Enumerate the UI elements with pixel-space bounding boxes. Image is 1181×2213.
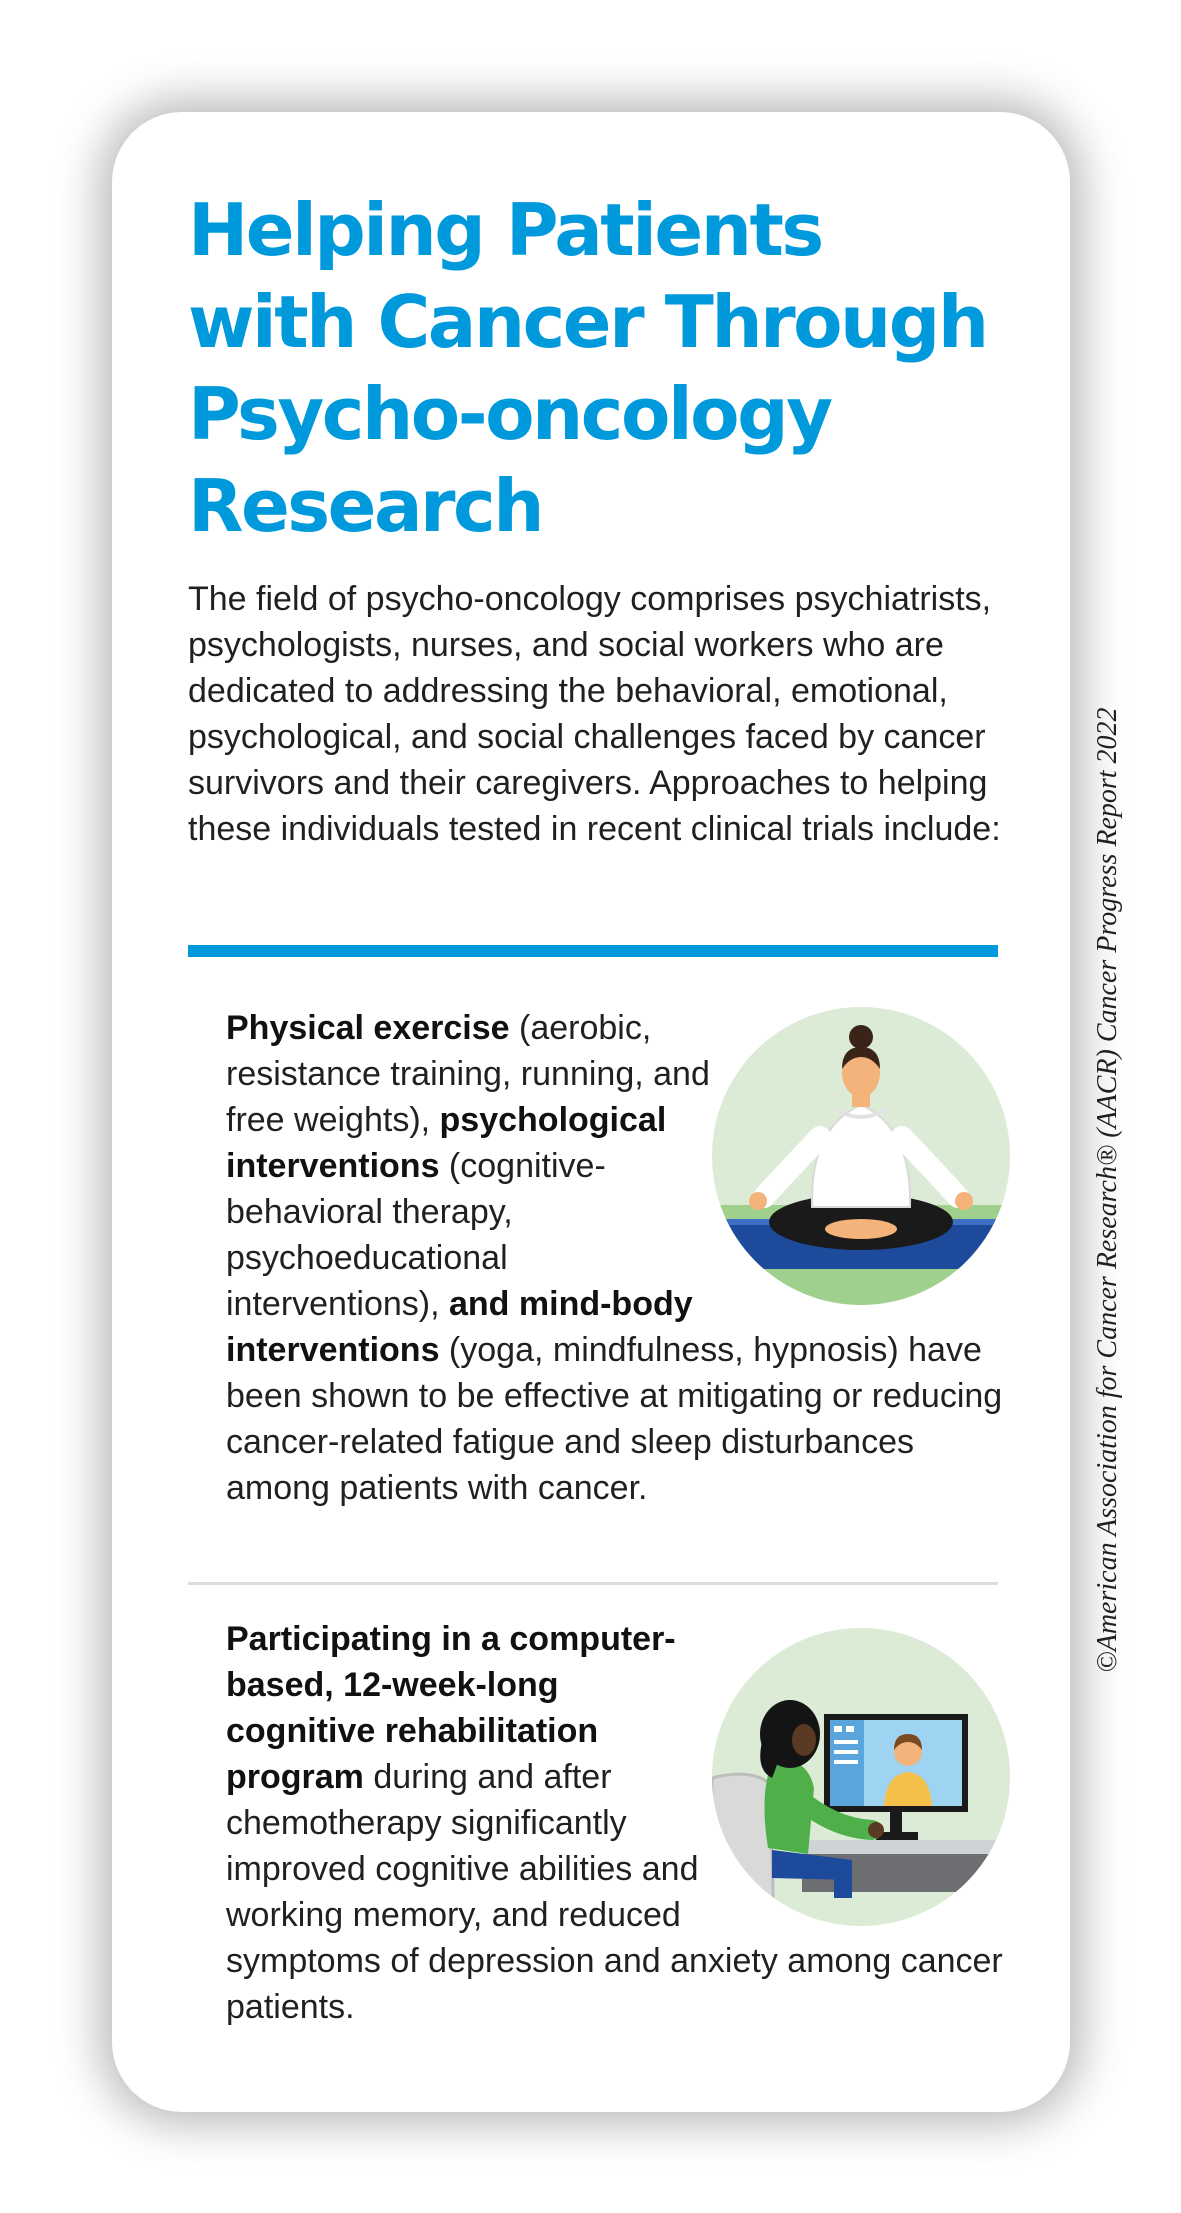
section-rule (188, 945, 998, 957)
side-credit: ©American Association for Cancer Research® (AACR) Cancer Progress Report 2022 (1092, 707, 1123, 1673)
meditation-icon (712, 1007, 1010, 1305)
cognitive-rehab-bold-label: Participating in a computer-based, 12-week-long cognitive rehabilitation program (226, 1620, 676, 1796)
psychological-text: (cognitive-behavioral therapy, psychoeducational interventions), (226, 1147, 606, 1323)
approach-exercise-mindbody (226, 1005, 1016, 1511)
mindbody-text: (yoga, mindfulness, hypnosis) have been shown to be effective at mitigating or reducing cancer-related fatigue and sleep disturbances among patients with cancer. (226, 1331, 1003, 1507)
infographic-card (112, 112, 1070, 2112)
section-divider (188, 1582, 998, 1585)
exercise-bold-label: Physical exercise (226, 1009, 510, 1047)
mindbody-bold-label: and mind-body interventions (226, 1285, 693, 1369)
psychological-bold-label: psychological interventions (226, 1101, 667, 1185)
intro-paragraph: The field of psycho-oncology comprises psychiatrists, psychologists, nurses, and social workers who are dedicated to addressing the behavioral, emotional, psychological, and social challenges faced by cancer survivors and their caregivers. Approaches to helping these individuals tested in recent clinical trials include: (188, 580, 1001, 848)
page-title: Helping Patients with Cancer Through Psycho-oncology Research (188, 188, 987, 548)
computer-illustration (712, 1628, 1010, 1926)
approach-cognitive-rehab (226, 1616, 1016, 2030)
exercise-text: (aerobic, resistance training, running, and free weights), (226, 1009, 710, 1139)
cognitive-rehab-text: during and after chemotherapy significantly improved cognitive abilities and working memory, and reduced symptoms of depression and anxiety among cancer patients. (226, 1758, 1003, 2026)
computer-icon (712, 1628, 1010, 1926)
meditation-illustration (712, 1007, 1010, 1305)
